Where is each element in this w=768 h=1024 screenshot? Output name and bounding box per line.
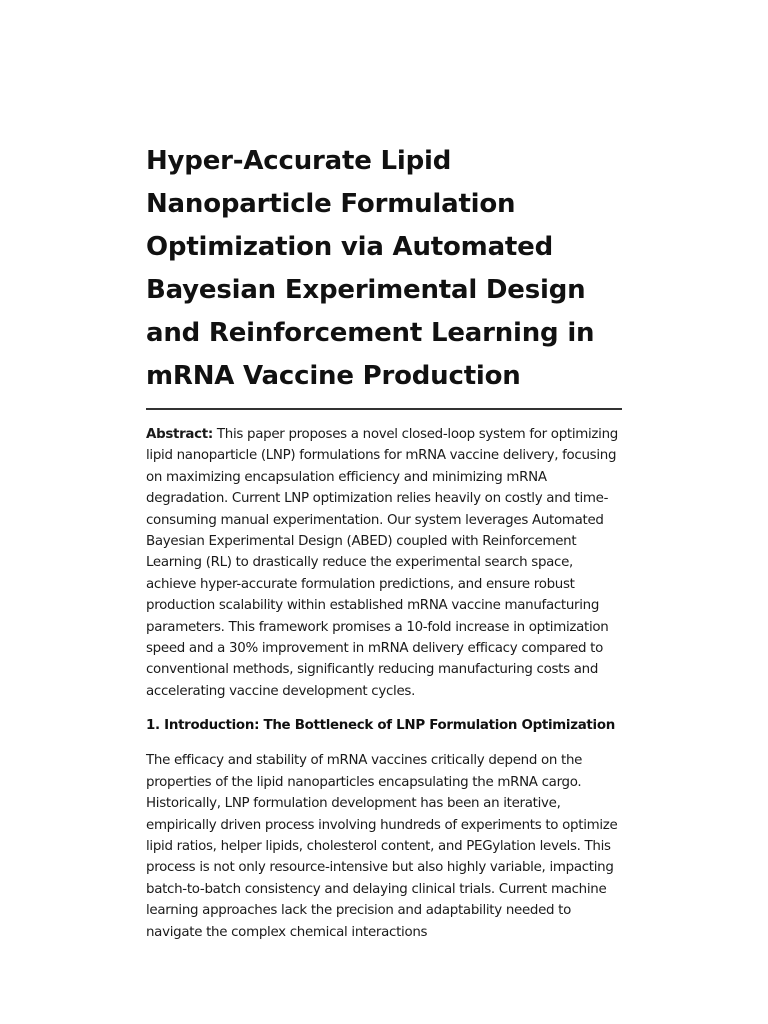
paper-page <box>146 140 622 943</box>
section-body-introduction: The efficacy and stability of mRNA vaccines critically depend on the properties of the lipid nanoparticles encapsulating the mRNA cargo. Historically, LNP formulation development has been an iterative, empirically driven process involving hundreds of experiments to optimize lipid ratios, helper lipids, cholesterol content, and PEGylation levels. This process is not only resource-intensive but also highly variable, impacting batch-to-batch consistency and delaying clinical trials. Current machine learning approaches lack the precision and adaptability needed to navigate the complex chemical interactions <box>146 753 618 940</box>
abstract-text: This paper proposes a novel closed-loop system for optimizing lipid nanoparticle (LNP) formulations for mRNA vaccine delivery, focusing on maximizing encapsulation efficiency and minimizing mRNA degradation. Current LNP optimization relies heavily on costly and time-consuming manual experimentation. Our system leverages Automated Bayesian Experimental Design (ABED) coupled with Reinforcement Learning (RL) to drastically reduce the experimental search space, achieve hyper-accurate formulation predictions, and ensure robust production scalability within established mRNA vaccine manufacturing parameters. This framework promises a 10-fold increase in optimization speed and a 30% improvement in mRNA delivery efficacy compared to conventional methods, significantly reducing manufacturing costs and accelerating vaccine development cycles. <box>146 427 618 699</box>
section-heading-introduction: 1. Introduction: The Bottleneck of LNP Formulation Optimization <box>146 718 615 734</box>
title-divider <box>146 408 622 410</box>
abstract-label: Abstract: <box>146 427 213 442</box>
abstract-paragraph <box>146 424 622 702</box>
paper-title: Hyper-Accurate Lipid Nanoparticle Formulation Optimization via Automated Bayesian Experimental Design and Reinforcement Learning in mRNA Vaccine Production <box>146 146 595 391</box>
